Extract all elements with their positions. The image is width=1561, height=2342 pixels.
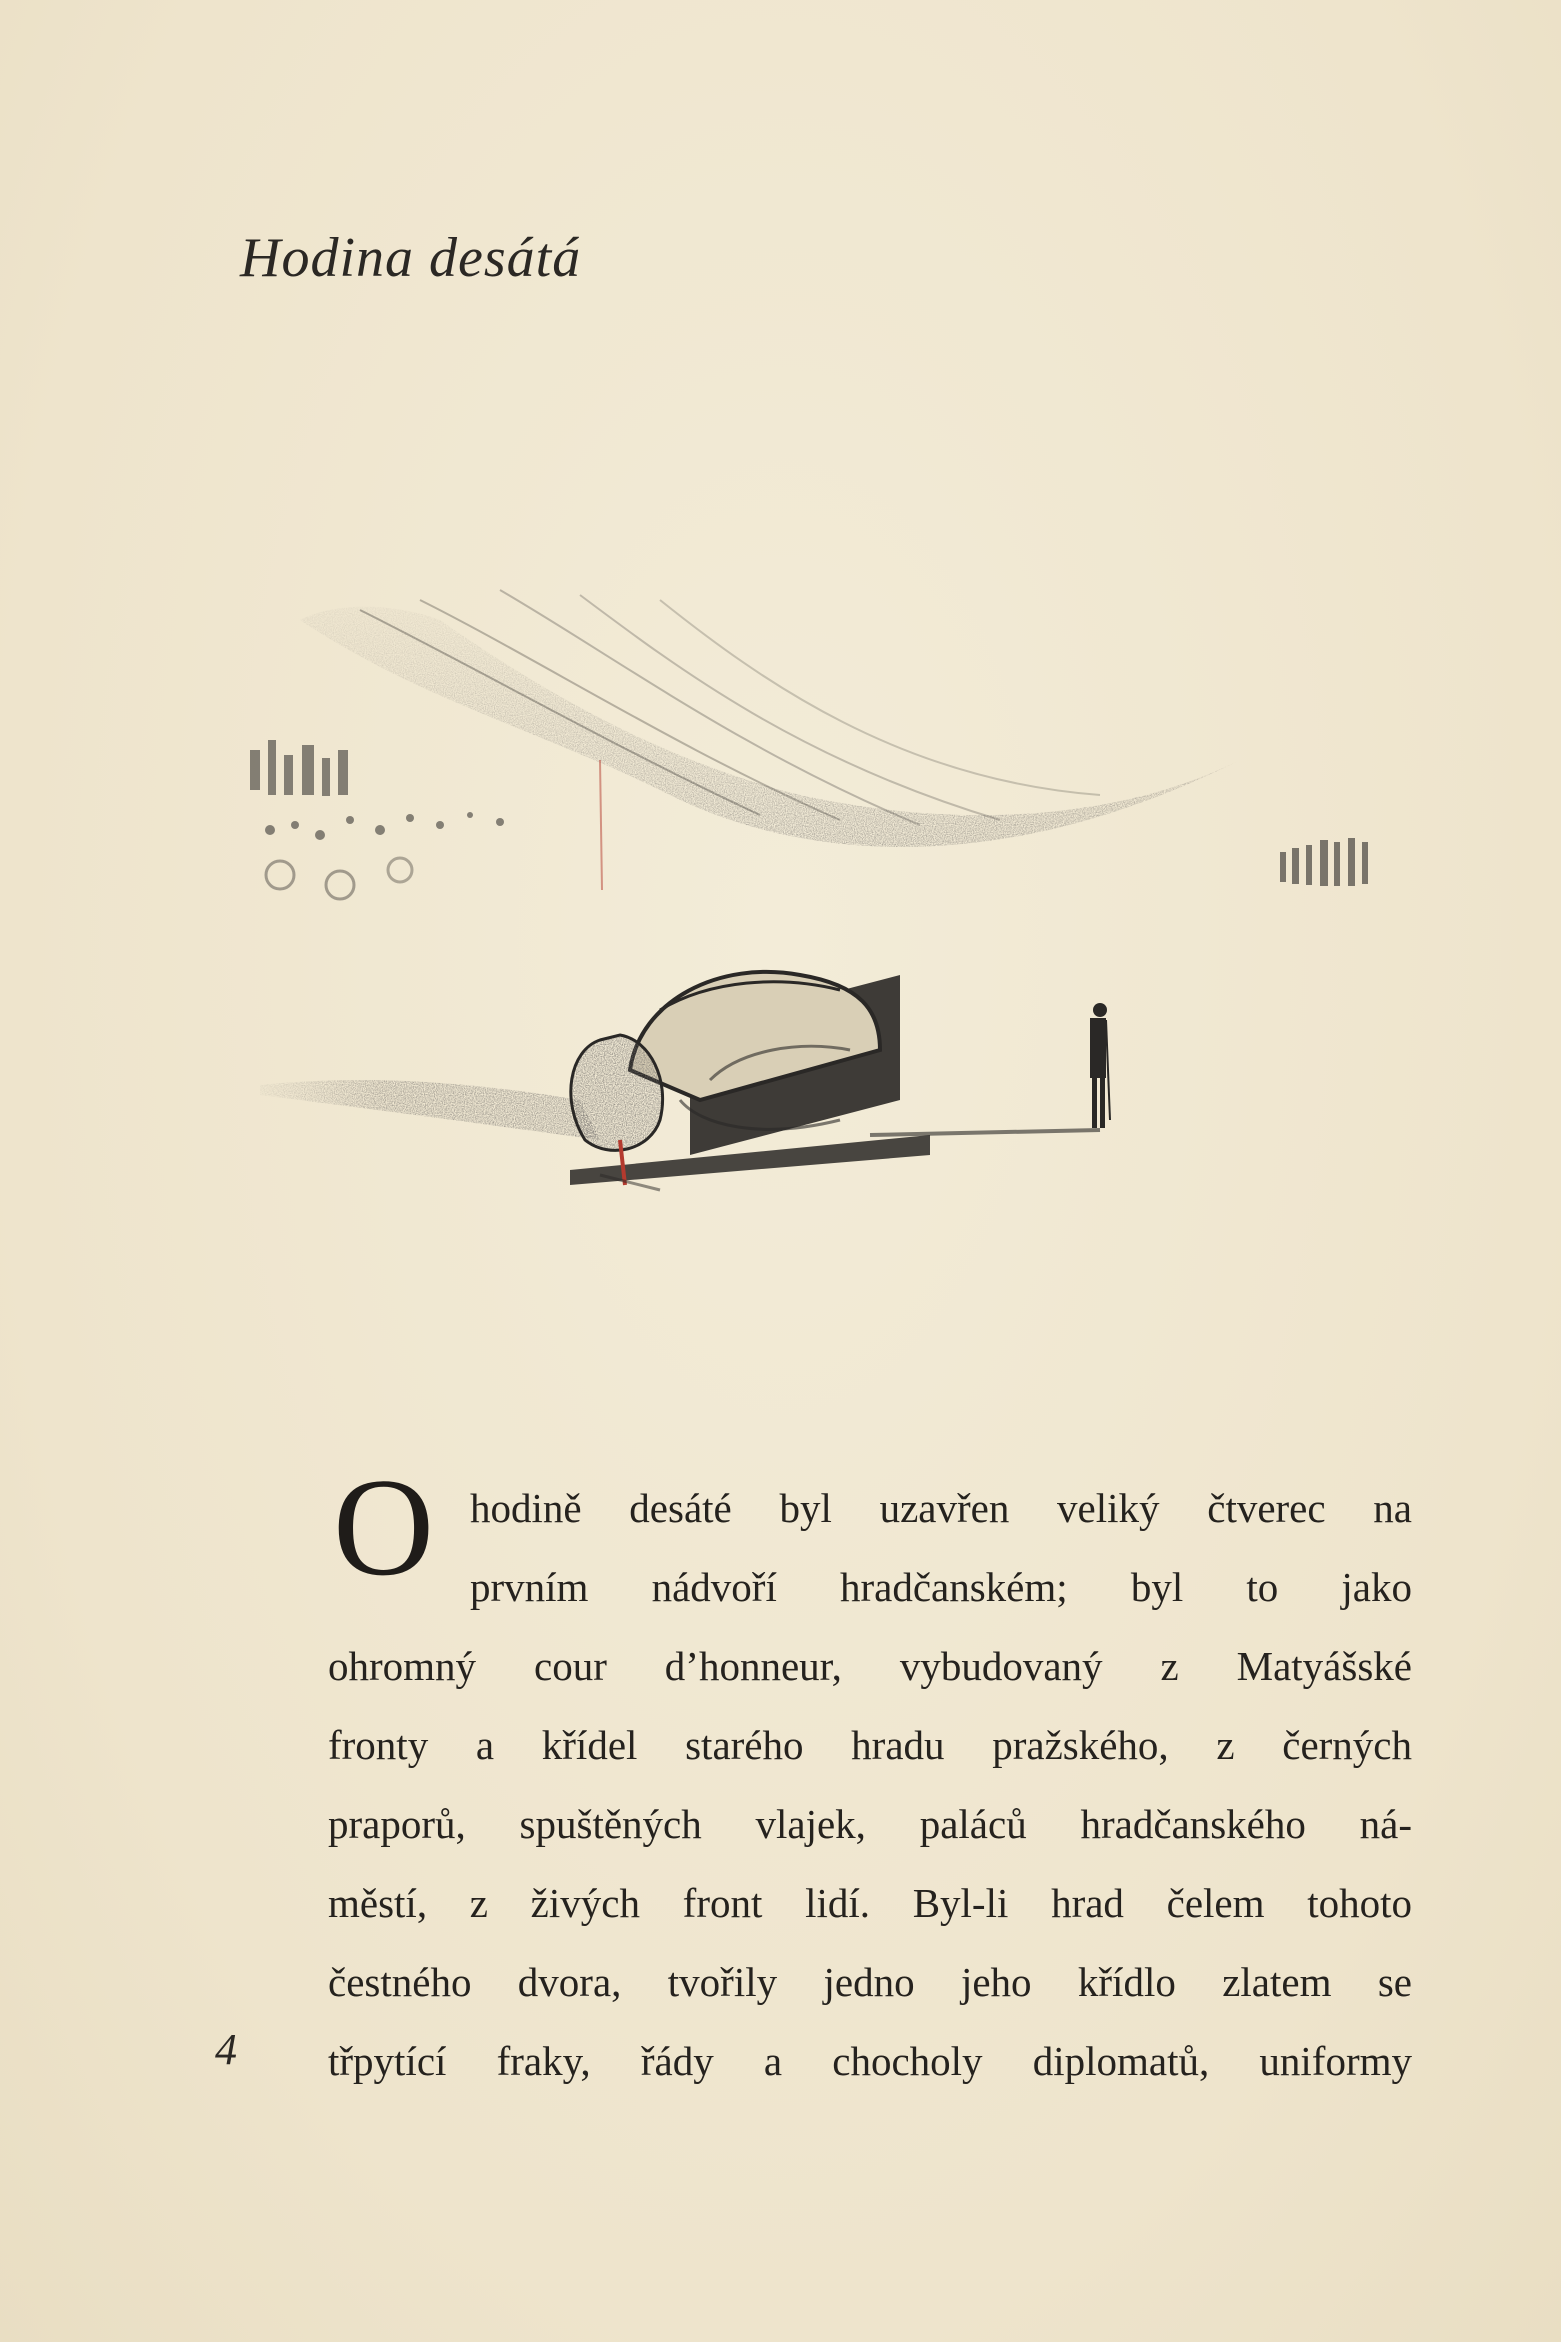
text-line: praporů, spuštěných vlajek, paláců hradčanského ná- bbox=[328, 1801, 1412, 1847]
illustration-catafalque bbox=[240, 580, 1440, 1220]
text-line: čestného dvora, tvořily jedno jeho křídlo zlatem se bbox=[328, 1959, 1412, 2005]
page-number: 4 bbox=[215, 2025, 237, 2074]
catafalque bbox=[570, 972, 930, 1190]
crowd-left bbox=[250, 740, 504, 899]
ground-line bbox=[870, 1130, 1100, 1135]
ground-shadow bbox=[260, 1080, 600, 1140]
text-line: hodině desáté byl uzavřen veliký čtverec na bbox=[470, 1485, 1412, 1531]
text-line: fronty a křídel starého hradu pražského, z černých bbox=[328, 1722, 1412, 1768]
canopy-drape bbox=[300, 590, 1240, 847]
text-line: třpytící fraky, řády a chocholy diplomatů, uniformy bbox=[328, 2038, 1412, 2084]
text-line: ohromný cour d’honneur, vybudovaný z Matyášské bbox=[328, 1643, 1412, 1689]
text-line: městí, z živých front lidí. Byl-li hrad čelem tohoto bbox=[328, 1880, 1412, 1926]
text-line: prvním nádvoří hradčanském; byl to jako bbox=[470, 1564, 1412, 1610]
crowd-right bbox=[1280, 838, 1368, 886]
guard-figure bbox=[1090, 1003, 1110, 1128]
drop-cap: O bbox=[333, 1450, 435, 1605]
chapter-title: Hodina desátá bbox=[240, 227, 582, 289]
red-accent bbox=[600, 760, 602, 890]
